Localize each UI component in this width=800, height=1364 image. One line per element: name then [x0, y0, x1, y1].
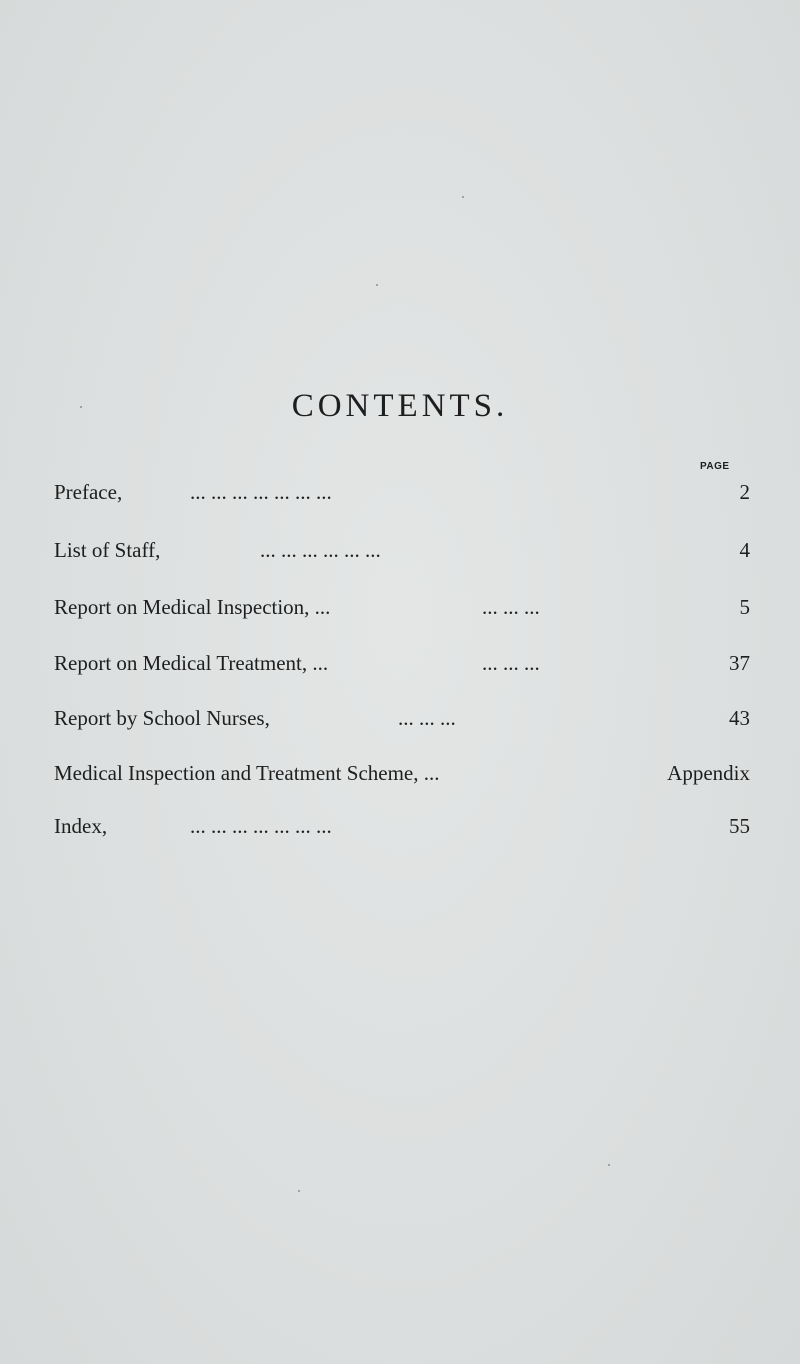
- paper-speck: [608, 1164, 610, 1166]
- toc-entry-page: 43: [729, 706, 750, 730]
- toc-entry-label: Report on Medical Treatment, ...: [54, 651, 329, 675]
- toc-entry-page: 5: [739, 595, 750, 619]
- toc-entry-page: 4: [739, 538, 750, 562]
- toc-entry-label: Medical Inspection and Treatment Scheme, ...: [54, 761, 440, 785]
- toc-leader-dots: ... ... ... ... ... ... ...: [190, 480, 332, 504]
- page-title: CONTENTS.: [291, 388, 509, 424]
- toc-leader-dots: ... ... ...: [398, 706, 456, 730]
- paper-speck: [80, 406, 82, 408]
- paper-speck: [462, 196, 464, 198]
- toc-entry-label: Report on Medical Inspection, ...: [54, 595, 331, 619]
- toc-entry-page: 2: [739, 480, 750, 504]
- paper-speck: [376, 284, 378, 286]
- toc-leader-dots: ... ... ...: [482, 651, 540, 675]
- toc-entry-school-nurses: [0, 706, 800, 736]
- toc-entry-list-of-staff: [0, 538, 800, 568]
- toc-leader-dots: ... ... ... ... ... ...: [260, 538, 381, 562]
- toc-entry-label: List of Staff,: [54, 538, 161, 562]
- toc-entry-page: 37: [729, 651, 750, 675]
- toc-entry-treatment-scheme: [0, 761, 800, 791]
- toc-entry-label: Index,: [54, 814, 108, 838]
- paper-speck: [298, 1190, 300, 1192]
- toc-entry-page: Appendix: [667, 761, 750, 785]
- toc-entry-preface: [0, 480, 800, 510]
- page-column-heading: PAGE: [700, 461, 730, 472]
- toc-entry-medical-inspection: [0, 595, 800, 625]
- toc-entry-label: Report by School Nurses,: [54, 706, 270, 730]
- toc-entry-label: Preface,: [54, 480, 123, 504]
- toc-entry-page: 55: [729, 814, 750, 838]
- toc-leader-dots: ... ... ... ... ... ... ...: [190, 814, 332, 838]
- toc-entry-medical-treatment: [0, 651, 800, 681]
- toc-entry-index: [0, 814, 800, 844]
- toc-leader-dots: ... ... ...: [482, 595, 540, 619]
